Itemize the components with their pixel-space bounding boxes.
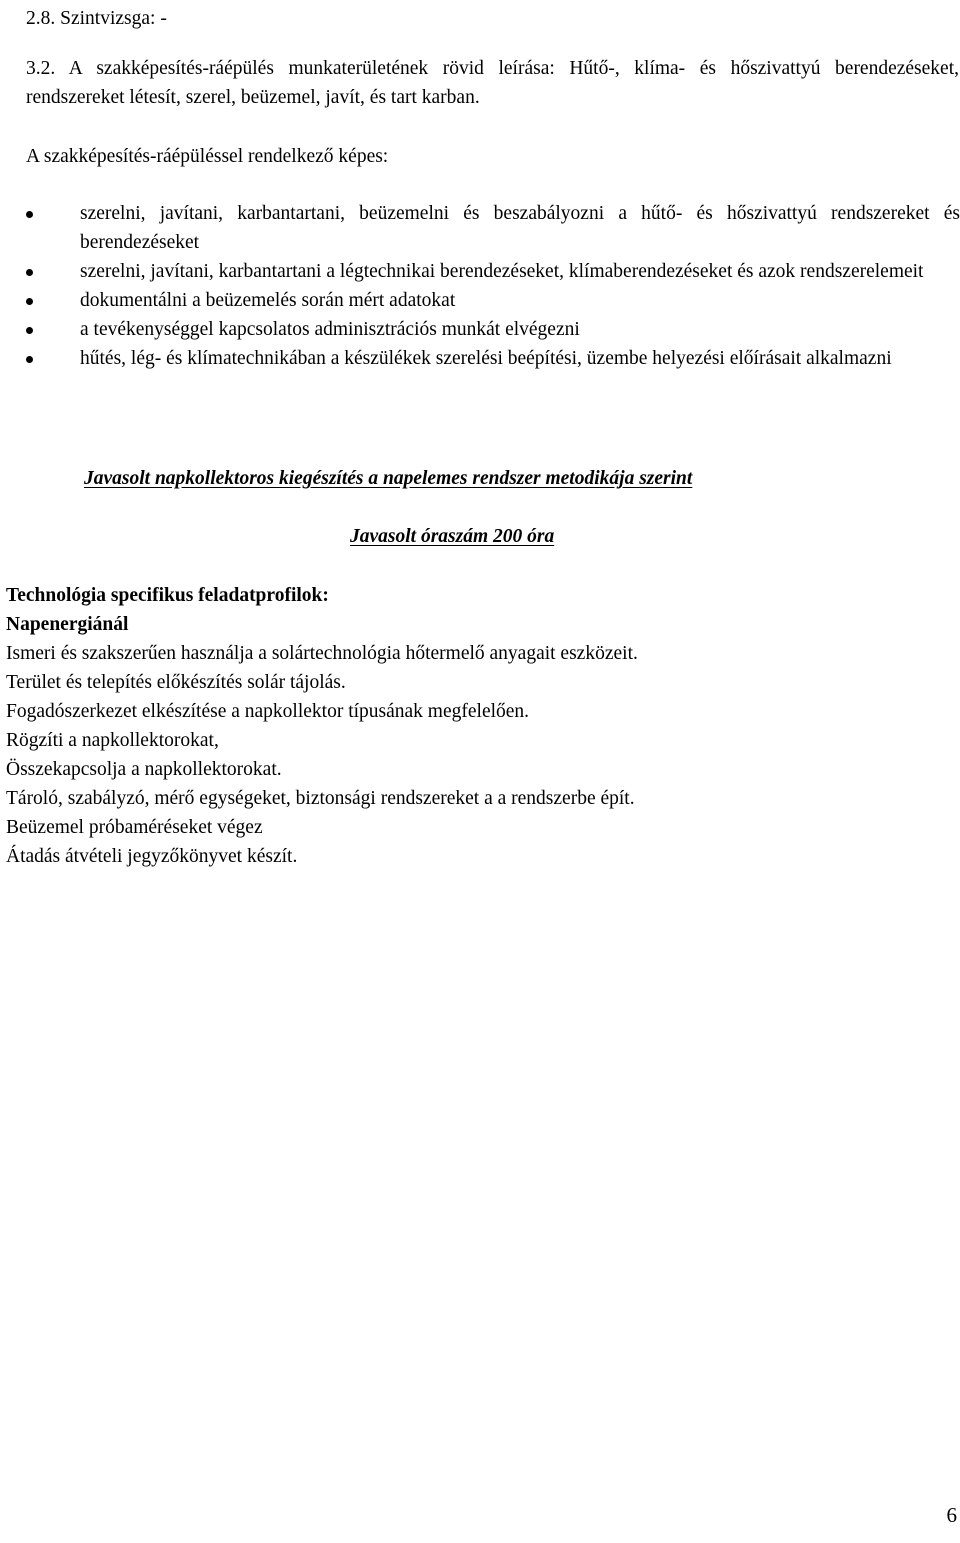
list-item-text: szerelni, javítani, karbantartani a légtechnikai berendezéseket, klímaberendezéseket és azok rendszerelemeit (80, 261, 924, 282)
list-item-text: szerelni, javítani, karbantartani, beüzemelni és beszabályozni a hűtő- és hőszivattyú rendszereket és berendezéseket (80, 203, 960, 253)
list-item (0, 344, 960, 373)
list-item (0, 257, 960, 286)
bullet-dot-icon (26, 269, 33, 276)
list-item (0, 199, 960, 257)
bullet-dot-icon (26, 327, 33, 334)
profile-line: Beüzemel próbaméréseket végez (6, 817, 263, 838)
profile-line: Átadás átvételi jegyzőkönyvet készít. (6, 846, 298, 867)
profile-line: Ismeri és szakszerűen használja a solártechnológia hőtermelő anyagait eszközeit. (6, 643, 638, 664)
profile-line: Összekapcsolja a napkollektorokat. (6, 759, 282, 780)
list-item-text: dokumentálni a beüzemelés során mért adatokat (80, 290, 456, 311)
bullet-dot-icon (26, 298, 33, 305)
profile-line: Terület és telepítés előkészítés solár tájolás. (6, 672, 346, 693)
profile-heading: Technológia specifikus feladatprofilok: (6, 585, 329, 606)
proposal-title: Javasolt napkollektoros kiegészítés a napelemes rendszer metodikája szerint (84, 468, 693, 489)
profile-line: Fogadószerkezet elkészítése a napkollektor típusának megfelelően. (6, 701, 530, 722)
page-number: 6 (946, 1503, 957, 1527)
list-item (0, 315, 960, 344)
profile-line: Tároló, szabályzó, mérő egységeket, biztonsági rendszereket a a rendszerbe épít. (6, 788, 635, 809)
profile-line: Rögzíti a napkollektorokat, (6, 730, 219, 751)
bullet-dot-icon (26, 211, 33, 218)
list-item (0, 286, 960, 315)
list-item-text: a tevékenységgel kapcsolatos adminisztrációs munkát elvégezni (80, 319, 580, 340)
profile-subheading: Napenergiánál (6, 614, 129, 635)
description-paragraph: 3.2. A szakképesítés-ráépülés munkaterületének rövid leírása: Hűtő-, klíma- és hőszivattyú berendezéseket, rendszereket létesít, szerel, beüzemel, javít, és tart karban. (26, 58, 959, 108)
exam-line: 2.8. Szintvizsga: - (26, 8, 167, 29)
proposal-hours: Javasolt óraszám 200 óra (350, 526, 555, 547)
capabilities-list (0, 199, 960, 373)
capabilities-intro: A szakképesítés-ráépüléssel rendelkező képes: (26, 146, 389, 167)
task-profile-section (6, 581, 956, 871)
bullet-dot-icon (26, 356, 33, 363)
list-item-text: hűtés, lég- és klímatechnikában a készülékek szerelési beépítési, üzembe helyezési előírásait alkalmazni (80, 348, 892, 369)
